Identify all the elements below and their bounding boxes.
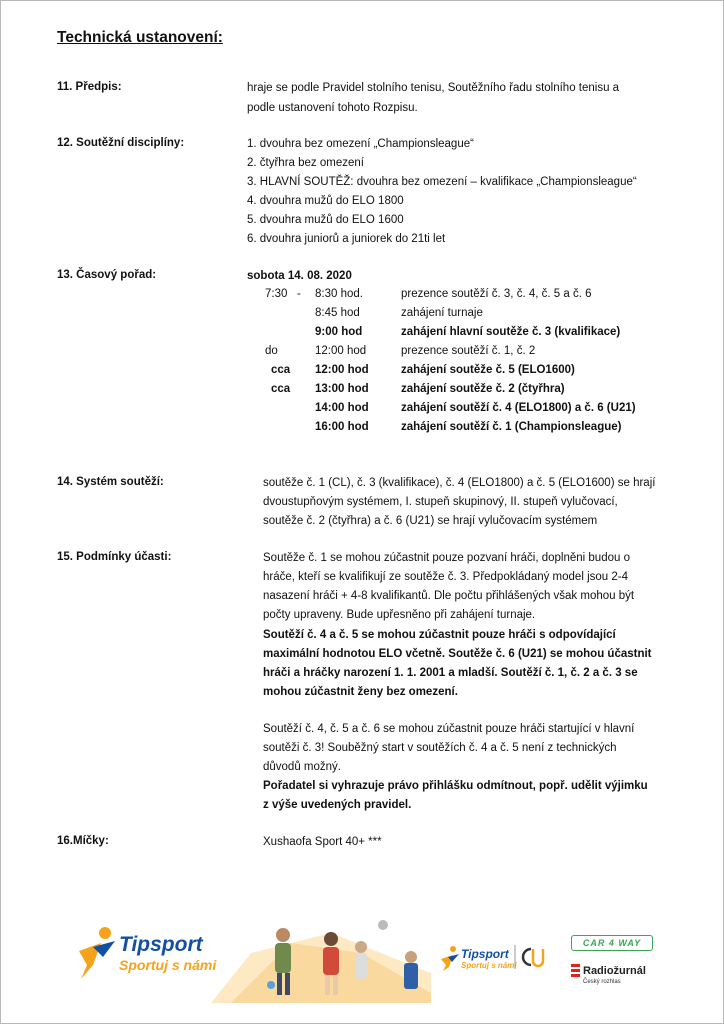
schedule-prefix: cca (271, 383, 291, 395)
discipline-item: 5. dvouhra mužů do ELO 1600 (247, 214, 404, 226)
sponsor-footer (71, 913, 661, 1013)
athletes-photo-icon (211, 913, 431, 1003)
tipsport-slogan: Sportuj s námi (119, 957, 217, 973)
podminky-line: hráče, kteří se kvalifikují ze soutěže č. 3. Předpokládaný model jsou 2-4 (263, 571, 628, 583)
schedule-description: zahájení hlavní soutěže č. 3 (kvalifikace) (401, 326, 621, 338)
schedule-time: 16:00 hod (315, 421, 369, 433)
schedule-time: 14:00 hod (315, 402, 369, 414)
radiozurnal-sub: Český rozhlas (583, 979, 621, 985)
radiozurnal-name: Radiožurnál (583, 965, 646, 977)
podminky-line: důvodů možný. (263, 761, 341, 773)
schedule-date: sobota 14. 08. 2020 (247, 270, 352, 282)
schedule-description: zahájení soutěží č. 4 (ELO1800) a č. 6 (U21) (401, 402, 636, 414)
car4way-logo: CAR 4 WAY (571, 935, 653, 951)
tipsport-small-slogan: Sportuj s námi (461, 961, 517, 970)
podminky-bold-line: maximální hodnotou ELO včetně. Soutěže č. 6 (U21) se mohou účastnit (263, 648, 652, 660)
discipline-item: 3. HLAVNÍ SOUTĚŽ: dvouhra bez omezení – kvalifikace „Championsleague“ (247, 176, 637, 188)
podminky-bold-line: Pořadatel si vyhrazuje právo přihlášku odmítnout, popř. udělit výjimku (263, 780, 648, 792)
podminky-bold-line: Soutěží č. 4 a č. 5 se mohou zúčastnit pouze hráči s odpovídající (263, 629, 616, 641)
schedule-time: 13:00 hod (315, 383, 369, 395)
section-label-porad: 13. Časový pořad: (57, 269, 157, 281)
schedule-dash: - (297, 288, 301, 300)
podminky-bold-line: mohou zúčastnit ženy bez omezení. (263, 686, 458, 698)
schedule-time: 12:00 hod (315, 364, 369, 376)
radiozurnal-logo-icon (571, 964, 580, 977)
micky-value: Xushaofa Sport 40+ *** (263, 836, 382, 848)
podminky-line: Soutěže č. 1 se mohou zúčastnit pouze pozvaní hráči, doplněni budou o (263, 552, 630, 564)
section-label-predpis: 11. Předpis: (57, 81, 122, 93)
system-line: dvoustupňovým systémem, I. stupeň skupinový, II. stupeň vylučovací, (263, 496, 618, 508)
discipline-item: 6. dvouhra juniorů a juniorek do 21ti let (247, 233, 446, 245)
schedule-description: zahájení soutěží č. 1 (Championsleague) (401, 421, 622, 433)
schedule-description: prezence soutěží č. 3, č. 4, č. 5 a č. 6 (401, 288, 592, 300)
schedule-time: 9:00 hod (315, 326, 363, 338)
tipsport-small-logo-icon (439, 943, 461, 973)
podminky-line: počty upraveny. Bude upřesněno při zahájení turnaje. (263, 609, 536, 621)
system-line: soutěže č. 2 (čtyřhra) a č. 6 (U21) se hrají vylučovacím systémem (263, 515, 598, 527)
club-logo-icon (513, 943, 547, 971)
schedule-time: 12:00 hod (315, 345, 367, 357)
predpis-line: hraje se podle Pravidel stolního tenisu, Soutěžního řadu stolního tenisu a (247, 82, 620, 94)
schedule-description: zahájení soutěže č. 2 (čtyřhra) (401, 383, 565, 395)
schedule-prefix: 7:30 (265, 288, 288, 300)
schedule-description: prezence soutěží č. 1, č. 2 (401, 345, 536, 357)
podminky-bold-line: hráči a hráčky narození 1. 1. 2001 a mladší. Soutěží č. 1, č. 2 a č. 3 se (263, 667, 638, 679)
page-title: Technická ustanovení: (57, 29, 223, 46)
tipsport-small-name: Tipsport (461, 947, 509, 961)
section-label-system: 14. Systém soutěží: (57, 476, 164, 488)
tipsport-name: Tipsport (119, 933, 203, 956)
discipline-item: 2. čtyřhra bez omezení (247, 157, 364, 169)
schedule-description: zahájení turnaje (401, 307, 483, 319)
predpis-line: podle ustanovení tohoto Rozpisu. (247, 102, 418, 114)
podminky-bold-line: z výše uvedených pravidel. (263, 799, 412, 811)
schedule-time: 8:30 hod. (315, 288, 363, 300)
schedule-prefix: do (265, 345, 278, 357)
podminky-line: nasazení hráči + 4-8 kvalifikantů. Dle počtu přihlášených však mohou být (263, 590, 635, 602)
section-label-discipliny: 12. Soutěžní disciplíny: (57, 137, 185, 149)
system-line: soutěže č. 1 (CL), č. 3 (kvalifikace), č. 4 (ELO1800) a č. 5 (ELO1600) se hrají (263, 477, 656, 489)
podminky-line: Soutěží č. 4, č. 5 a č. 6 se mohou zúčastnit pouze hráči startující v hlavní (263, 723, 635, 735)
podminky-line: soutěži č. 3! Souběžný start v soutěžích č. 4 a č. 5 není z technických (263, 742, 617, 754)
schedule-time: 8:45 hod (315, 307, 360, 319)
schedule-description: zahájení soutěže č. 5 (ELO1600) (401, 364, 575, 376)
section-label-podminky: 15. Podmínky účasti: (57, 551, 172, 563)
discipline-item: 4. dvouhra mužů do ELO 1800 (247, 195, 404, 207)
schedule-prefix: cca (271, 364, 291, 376)
section-label-micky: 16.Míčky: (57, 835, 109, 847)
discipline-item: 1. dvouhra bez omezení „Championsleague“ (247, 138, 474, 150)
